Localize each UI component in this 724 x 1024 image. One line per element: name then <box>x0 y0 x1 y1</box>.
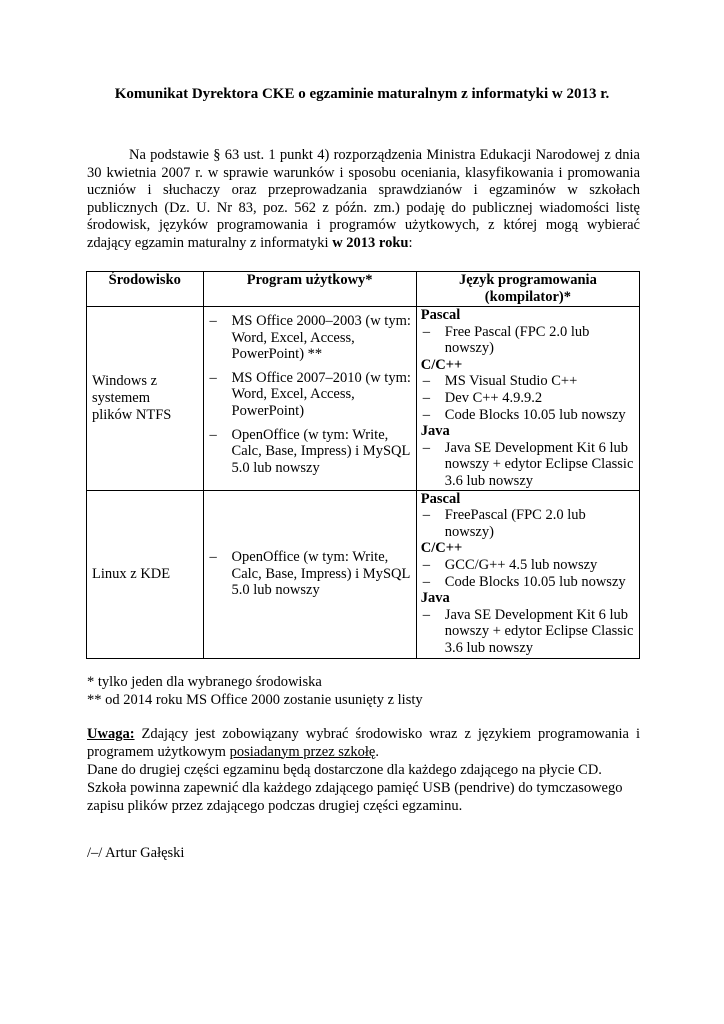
environment-name: Windows z systemem plików NTFS <box>92 372 172 423</box>
language-heading: C/C++ <box>420 540 463 557</box>
intro-end: : <box>408 234 413 251</box>
table-row <box>87 490 640 658</box>
list-item: – MS Visual Studio C++ <box>421 373 637 390</box>
language-heading: C/C++ <box>420 356 463 373</box>
header-environment: Środowisko <box>87 272 204 307</box>
note-underlined: posiadanym przez szkołę <box>229 743 376 760</box>
list-item: – FreePascal (FPC 2.0 lub nowszy) <box>421 507 637 540</box>
list-item: – OpenOffice (w tym: Write, Calc, Base, Impress) i MySQL 5.0 lub nowszy <box>208 549 412 599</box>
compiler-list <box>421 607 637 657</box>
language-heading: Java <box>420 423 450 440</box>
compiler-list <box>421 373 637 423</box>
intro-paragraph <box>87 147 640 253</box>
note-label: Uwaga: <box>87 726 135 742</box>
environments-table <box>86 271 640 659</box>
language-heading: Java <box>420 590 450 607</box>
footnote: * tylko jeden dla wybranego środowiska <box>87 674 322 690</box>
signature: /–/ Artur Gałęski <box>87 845 185 861</box>
table-header-row <box>87 272 640 307</box>
note-line-usb: Szkoła powinna zapewnić dla każdego zdającego pamięć USB (pendrive) do tymczasowego zapisu plików przez zdającego podczas drugiej części egzaminu. <box>87 780 623 814</box>
footnote: ** od 2014 roku MS Office 2000 zostanie usunięty z listy <box>87 692 423 708</box>
list-item: – Java SE Development Kit 6 lub nowszy + edytor Eclipse Classic 3.6 lub nowszy <box>421 440 637 490</box>
list-item: – OpenOffice (w tym: Write, Calc, Base, Impress) i MySQL 5.0 lub nowszy <box>208 427 412 477</box>
list-item: – MS Office 2000–2003 (w tym: Word, Excel, Access, PowerPoint) ** <box>208 313 412 363</box>
note-text: Zdający jest zobowiązany wybrać środowisko wraz z językiem programowania i programem użytkowym <box>87 726 640 760</box>
list-item: – MS Office 2007–2010 (w tym: Word, Excel, Access, PowerPoint) <box>208 370 412 420</box>
list-item: – Code Blocks 10.05 lub nowszy <box>421 574 637 591</box>
header-program: Program użytkowy* <box>203 272 416 307</box>
programs-list <box>208 313 412 476</box>
document-title: Komunikat Dyrektora CKE o egzaminie maturalnym z informatyki w 2013 r. <box>114 86 610 102</box>
intro-year: w 2013 roku <box>332 234 409 251</box>
compiler-list <box>421 507 637 540</box>
list-item: – Code Blocks 10.05 lub nowszy <box>421 407 637 424</box>
note-line-cd: Dane do drugiej części egzaminu będą dostarczone dla każdego zdającego na płycie CD. <box>87 762 602 778</box>
languages-cell <box>416 490 639 658</box>
environment-cell <box>87 490 204 658</box>
programs-cell <box>203 490 416 658</box>
programs-cell <box>203 307 416 491</box>
environment-name: Linux z KDE <box>92 565 171 582</box>
compiler-list <box>421 324 637 357</box>
note-paragraph <box>87 726 640 761</box>
compiler-list <box>421 440 637 490</box>
language-heading: Pascal <box>420 490 461 507</box>
compiler-list <box>421 557 637 590</box>
list-item: – Free Pascal (FPC 2.0 lub nowszy) <box>421 324 637 357</box>
intro-text: Na podstawie § 63 ust. 1 punkt 4) rozporządzenia Ministra Edukacji Narodowej z dnia 30 kwietnia 2007 r. w sprawie warunków i sposobu oceniania, klasyfikowania i promowania uczniów i słuchaczy oraz przeprowadzania sprawdzianów i egzaminów w szkołach publicznych (Dz. U. Nr 83, poz. 562 z późn. zm.) podaję do publicznej wiadomości listę środowisk, języków programowania i programów użytkowych, z której mogą wybierać zdający egzamin maturalny z informatyki <box>87 147 640 251</box>
header-language: Język programowania (kompilator)* <box>416 272 639 307</box>
list-item: – GCC/G++ 4.5 lub nowszy <box>421 557 637 574</box>
programs-list <box>208 549 412 599</box>
languages-cell <box>416 307 639 491</box>
environment-cell <box>87 307 204 491</box>
list-item: – Dev C++ 4.9.9.2 <box>421 390 637 407</box>
table-row <box>87 307 640 491</box>
note-period: . <box>375 743 379 760</box>
language-heading: Pascal <box>420 307 461 323</box>
list-item: – Java SE Development Kit 6 lub nowszy + edytor Eclipse Classic 3.6 lub nowszy <box>421 607 637 657</box>
